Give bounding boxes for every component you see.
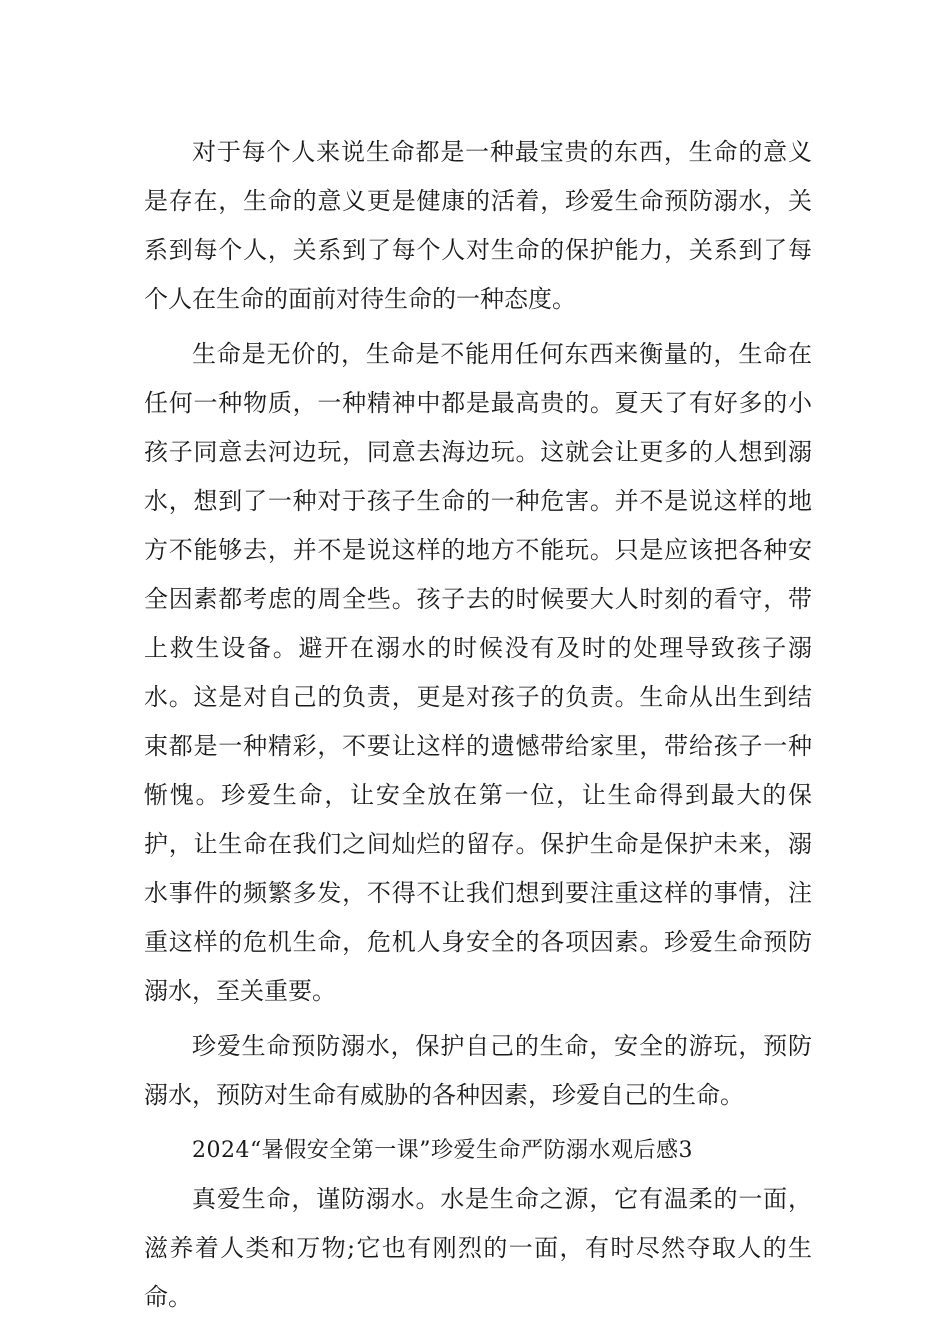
paragraph-3: 珍爱生命预防溺水，保护自己的生命，安全的游玩，预防溺水，预防对生命有威胁的各种因素，珍爱自己的生命。 xyxy=(144,1032,812,1109)
section-heading: 2024“暑假安全第一课”珍爱生命严防溺水观后感3 xyxy=(192,1138,693,1163)
paragraph-2: 生命是无价的，生命是不能用任何东西来衡量的，生命在任何一种物质，一种精神中都是最高贵的。夏天了有好多的小孩子同意去河边玩，同意去海边玩。这就会让更多的人想到溺水，想到了一种对于孩子生命的一种危害。并不是说这样的地方不能够去，并不是说这样的地方不能玩。只是应该把各种安全因素都考虑的周全些。孩子去的时候要大人时刻的看守，带上救生设备。避开在溺水的时候没有及时的处理导致孩子溺水。这是对自己的负责，更是对孩子的负责。生命从出生到结束都是一种精彩，不要让这样的遗憾带给家里，带给孩子一种惭愧。珍爱生命，让安全放在第一位，让生命得到最大的保护，让生命在我们之间灿烂的留存。保护生命是保护未来，溺水事件的频繁多发，不得不让我们想到要注重这样的事情，注重这样的危机生命，危机人身安全的各项因素。珍爱生命预防溺水，至关重要。 xyxy=(144,340,812,1005)
paragraph-1: 对于每个人来说生命都是一种最宝贵的东西，生命的意义是存在，生命的意义更是健康的活着，珍爱生命预防溺水，关系到每个人，关系到了每个人对生命的保护能力，关系到了每个人在生命的面前对待生命的一种态度。 xyxy=(144,138,812,313)
closing-paragraph: 真爱生命，谨防溺水。水是生命之源，它有温柔的一面，滋养着人类和万物;它也有刚烈的一面，有时尽然夺取人的生命。 xyxy=(144,1185,812,1311)
document-body xyxy=(144,128,812,1322)
